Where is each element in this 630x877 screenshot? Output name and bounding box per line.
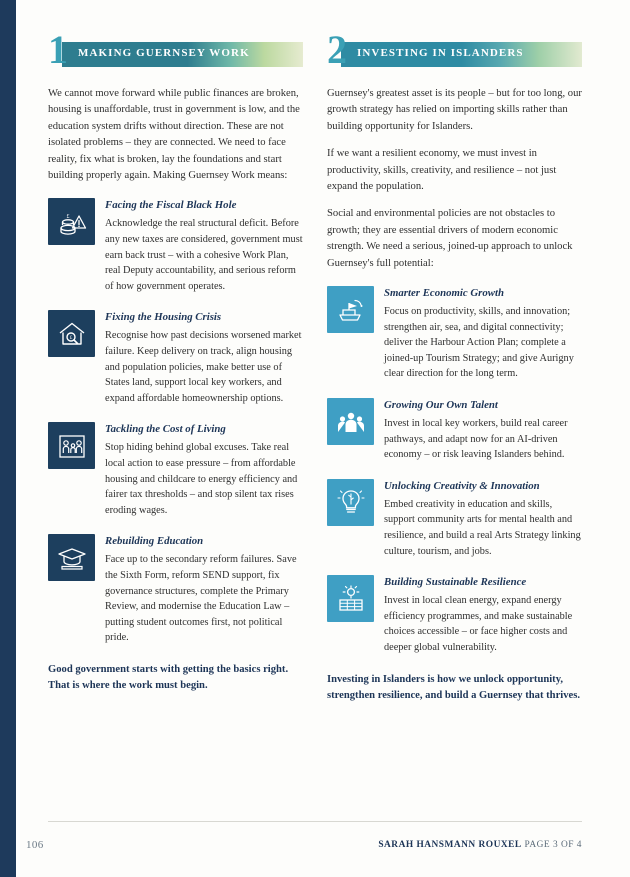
list-item-text: Embed creativity in education and skills, support community arts for mental health and resilience, and build a real Arts Strategy linking culture, tourism, and jobs. — [384, 498, 581, 557]
list-item-body — [105, 534, 303, 646]
list-item-body — [384, 398, 582, 463]
footer-page-number: 106 — [26, 839, 44, 851]
footer-divider — [48, 821, 582, 822]
section-banner-1 — [48, 27, 303, 72]
list-item-text: Invest in local clean energy, expand energy efficiency programmes, and make sustainable choices accessible – or face higher costs and deeper global vulnerability. — [384, 595, 573, 653]
svg-text:£: £ — [69, 336, 72, 342]
section-number-2: 2 — [327, 27, 347, 72]
list-item-text: Recognise how past decisions worsened market failure. Keep delivery on track, align housing and population policies, make better use of States land, support local key workers, and expand affordable homeownership options. — [105, 330, 302, 404]
page-edge-strip — [0, 0, 16, 877]
footer-attribution — [378, 840, 582, 850]
list-item — [327, 398, 582, 463]
list-item-title: Smarter Economic Growth — [384, 287, 504, 300]
list-item — [48, 422, 303, 518]
list-item — [48, 198, 303, 294]
closing-statement-2: Investing in Islanders is how we unlock opportunity, strengthen resilience, and build a Guernsey that thrives. — [327, 673, 580, 701]
list-item-title: Tackling the Cost of Living — [105, 423, 226, 436]
list-item-body — [384, 286, 582, 382]
people-group-icon — [327, 398, 374, 445]
section-banner-2 — [327, 27, 582, 72]
list-item-title: Unlocking Creativity & Innovation — [384, 479, 540, 492]
intro-text-2 — [327, 86, 582, 272]
list-item-body — [105, 422, 303, 518]
ship-plane-growth-icon — [327, 286, 374, 333]
closing-statement-1: Good government starts with getting the basics right. That is where the work must begin. — [48, 663, 289, 691]
intro-paragraph: If we want a resilient economy, we must invest in productivity, skills, creativity, and resilience – not just expand the population. — [327, 148, 557, 193]
list-item — [48, 310, 303, 406]
list-item — [327, 479, 582, 559]
intro-text-1 — [48, 86, 303, 184]
list-item-text: Invest in local key workers, build real career pathways, and adapt now for an AI-driven economy – or risk leaving Islanders behind. — [384, 418, 568, 461]
section-title-1: MAKING GUERNSEY WORK — [78, 47, 250, 59]
intro-paragraph: Social and environmental policies are not obstacles to growth; they are essential drivers of modern economic strength. We need a serious, joined-up approach to unlock Guernsey's full potential: — [327, 208, 573, 269]
list-item-body — [384, 575, 582, 655]
intro-paragraph: We cannot move forward while public finances are broken, housing is unaffordable, trust in government is low, and the education system drifts without direction. These are not isolated problems – they are connected. We need to face reality, fix what is broken, lay the foundations and start building properly again. Making Guernsey Work means: — [48, 88, 300, 182]
list-item-body — [105, 198, 303, 294]
item-list-2 — [327, 286, 582, 656]
list-item-title: Facing the Fiscal Black Hole — [105, 199, 237, 212]
content-columns — [48, 27, 582, 704]
coins-warning-icon — [48, 198, 95, 245]
brain-bulb-icon — [327, 479, 374, 526]
item-list-1 — [48, 198, 303, 645]
list-item — [327, 575, 582, 655]
list-item-title: Rebuilding Education — [105, 535, 204, 548]
list-item-title: Building Sustainable Resilience — [384, 576, 527, 589]
list-item-text: Stop hiding behind global excuses. Take real local action to ease pressure – from affordable housing and childcare to energy efficiency and fairer tax thresholds – and stop silent tax rises eroding wages. — [105, 442, 298, 516]
solar-panel-sun-icon — [327, 575, 374, 622]
list-item-title: Growing Our Own Talent — [384, 399, 498, 412]
page-footer — [0, 821, 630, 877]
column-making-guernsey-work — [48, 27, 303, 704]
family-cost-icon — [48, 422, 95, 469]
section-title-2: INVESTING IN ISLANDERS — [357, 47, 524, 59]
page-edge-strip-inner — [16, 0, 20, 877]
list-item-body — [384, 479, 582, 559]
column-investing-in-islanders — [327, 27, 582, 704]
house-search-icon — [48, 310, 95, 357]
list-item-text: Face up to the secondary reform failures. Save the Sixth Form, reform SEND support, fix governance structures, complete the Primary Review, and modernise the Education Law – putting student outcomes first, not political pride. — [105, 554, 297, 644]
list-item-text: Focus on productivity, skills, and innovation; strengthen air, sea, and digital connectivity; deliver the Harbour Action Plan; complete a joined-up Tourism Strategy; and give Aurigny clear direction for the long term. — [384, 306, 574, 380]
list-item-title: Fixing the Housing Crisis — [105, 311, 222, 324]
footer-author: SARAH HANSMANN ROUXEL — [378, 840, 522, 850]
list-item — [48, 534, 303, 646]
graduation-book-icon — [48, 534, 95, 581]
list-item-body — [105, 310, 303, 406]
intro-paragraph: Guernsey's greatest asset is its people – but for too long, our growth strategy has relied on importing skills rather than building opportunity for Islanders. — [327, 88, 582, 132]
svg-text:£: £ — [66, 213, 69, 220]
list-item — [327, 286, 582, 382]
list-item-text: Acknowledge the real structural deficit. Before any new taxes are considered, government must earn back trust – with a cohesive Work Plan, real Deputy accountability, and serious reform of how government operates. — [105, 218, 303, 292]
section-number-1: 1 — [48, 27, 68, 72]
footer-page-label: PAGE 3 OF 4 — [524, 840, 582, 850]
